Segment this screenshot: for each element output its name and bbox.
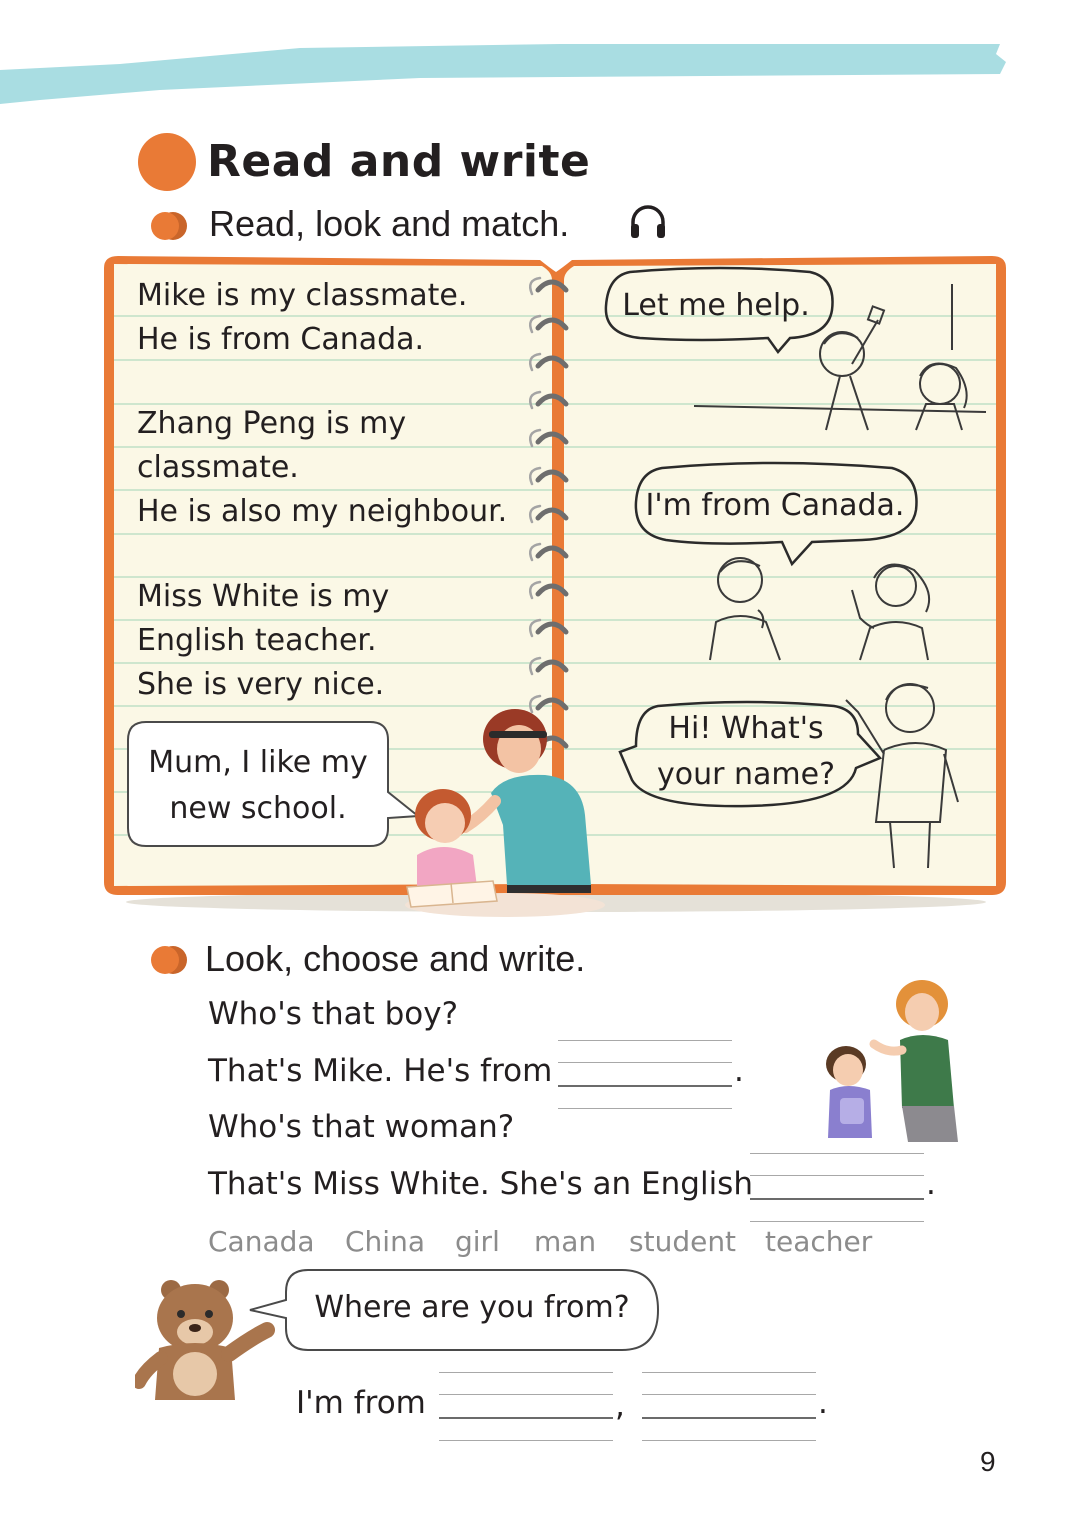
woman-and-boy-illustration [818, 978, 978, 1146]
answer-3-text: I'm from [296, 1385, 426, 1421]
mother-daughter-illustration [395, 705, 610, 920]
text-line: classmate. [137, 450, 299, 485]
speech-text-let-me-help: Let me help. [622, 288, 810, 323]
text-line: English teacher. [137, 623, 377, 658]
answer-1-text: That's Mike. He's from [208, 1053, 553, 1089]
speech-text-where-from: Where are you from? [314, 1290, 630, 1325]
text-block-zhang-peng [137, 402, 507, 534]
word-option: student [629, 1225, 737, 1258]
text-line: She is very nice. [137, 667, 385, 702]
top-banner [0, 0, 1080, 120]
answer-1-writing-field[interactable] [558, 1040, 732, 1110]
activity1-bullet-icon [150, 211, 188, 241]
answer-2-period: . [926, 1166, 936, 1202]
bubble-line: Hi! What's [668, 711, 824, 746]
sketch-boy-helping [690, 280, 990, 445]
speech-text-whats-your-name [628, 706, 864, 798]
question-1: Who's that boy? [208, 996, 459, 1032]
question-2: Who's that woman? [208, 1109, 515, 1145]
text-block-miss-white [137, 575, 389, 707]
activity2-bullet-icon [150, 945, 188, 975]
speech-text-from-canada: I'm from Canada. [645, 488, 905, 523]
text-line: He is from Canada. [137, 322, 425, 357]
page-number: 9 [980, 1446, 996, 1477]
answer-2-writing-field[interactable] [750, 1153, 924, 1223]
word-option: Canada [208, 1225, 315, 1258]
sketch-boy-and-girl [700, 548, 945, 668]
title-bullet-icon [138, 133, 196, 191]
answer-3-period: . [818, 1385, 828, 1421]
text-line: Zhang Peng is my [137, 406, 407, 441]
activity2-instruction: Look, choose and write. [205, 938, 586, 979]
headphones-icon[interactable] [628, 202, 668, 240]
answer-3-comma: , [615, 1388, 625, 1424]
text-block-mike [137, 274, 467, 362]
sketch-waving-man [840, 672, 970, 872]
text-line: Mike is my classmate. [137, 278, 468, 313]
bubble-line: your name? [657, 757, 835, 792]
word-option: man [534, 1225, 597, 1258]
answer-1-period: . [734, 1053, 744, 1089]
answer-2-text: That's Miss White. She's an English [208, 1166, 753, 1202]
word-option: China [345, 1225, 425, 1258]
word-option: teacher [765, 1225, 873, 1258]
bubble-line: Mum, I like my [148, 745, 368, 780]
word-option: girl [455, 1225, 500, 1258]
answer-3-writing-field-city[interactable] [439, 1372, 613, 1442]
section-title: Read and write [207, 136, 591, 187]
text-line: He is also my neighbour. [137, 494, 508, 529]
speech-text-mum [128, 740, 388, 832]
answer-3-writing-field-country[interactable] [642, 1372, 816, 1442]
activity1-instruction: Read, look and match. [209, 203, 570, 244]
bubble-line: new school. [169, 791, 347, 826]
text-line: Miss White is my [137, 579, 390, 614]
